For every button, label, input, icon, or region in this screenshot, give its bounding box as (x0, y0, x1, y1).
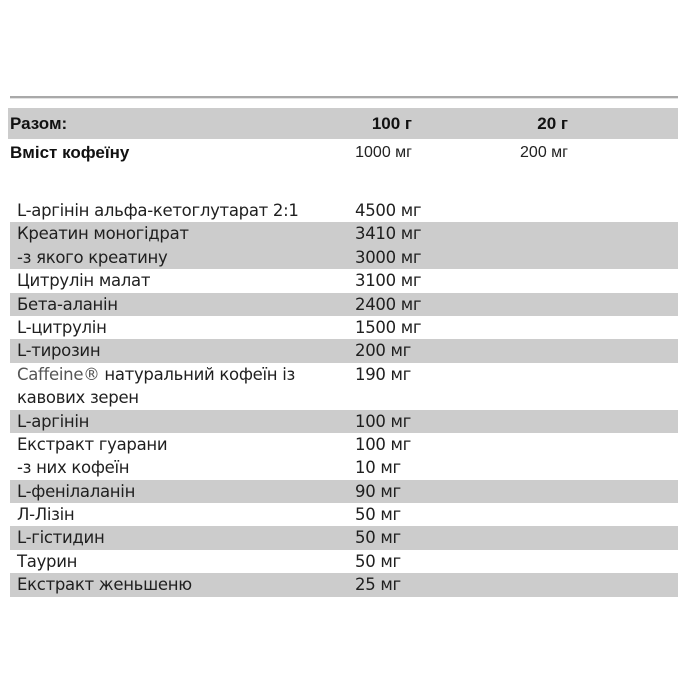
ingredient-line (10, 199, 678, 222)
ingredient-amount: 50 мг (355, 551, 401, 571)
ingredient-line (10, 339, 678, 362)
ingredient-row (10, 410, 678, 433)
ingredient-line (10, 246, 678, 269)
ingredient-name: Цитрулін малат (17, 271, 151, 291)
ingredient-amount: 2400 мг (355, 294, 422, 314)
ingredient-line (10, 222, 678, 245)
ingredient-amount: 1500 мг (355, 317, 422, 337)
ingredient-row (10, 269, 678, 292)
ingredient-row (10, 550, 678, 573)
ingredient-line (10, 503, 678, 526)
ingredient-amount: 50 мг (355, 505, 401, 525)
ingredient-name: L-гістидин (17, 528, 105, 548)
ingredient-name: кавових зерен (17, 388, 139, 408)
ingredient-row (10, 293, 678, 316)
caffeine-content-row (8, 139, 678, 166)
ingredient-row (10, 222, 678, 269)
ingredient-name: Екстракт гуарани (17, 434, 168, 454)
ingredient-row (10, 433, 678, 480)
ingredient-name: L-аргінін альфа-кетоглутарат 2:1 (17, 201, 299, 220)
serving-size-20g: 20 г (537, 114, 568, 133)
ingredient-brand: Caffeine® (17, 364, 100, 384)
ingredient-line (10, 269, 678, 292)
summary-header-row (8, 108, 678, 139)
ingredient-row (10, 526, 678, 549)
ingredient-name (17, 363, 295, 386)
caffeine-content-label: Вміст кофеїну (10, 143, 130, 162)
caffeine-per-20g: 200 мг (520, 144, 568, 161)
ingredient-amount: 90 мг (355, 481, 401, 501)
ingredient-name: Л-Лізін (17, 505, 75, 525)
ingredient-row (10, 503, 678, 526)
ingredient-amount: 3410 мг (355, 224, 422, 244)
ingredient-line (10, 550, 678, 573)
ingredient-amount: 200 мг (355, 341, 412, 361)
total-label: Разом: (10, 114, 68, 133)
ingredient-row (10, 480, 678, 503)
ingredient-name: L-аргінін (17, 411, 90, 431)
ingredient-name: -з них кофеїн (17, 458, 130, 478)
ingredient-amount: 100 мг (355, 434, 412, 454)
ingredient-row (10, 316, 678, 339)
ingredient-line (10, 386, 678, 409)
ingredient-name-text: натуральний кофеїн із (99, 364, 295, 384)
ingredients-table (10, 199, 678, 597)
ingredient-name: -з якого креатину (17, 247, 168, 267)
ingredient-amount: 100 мг (355, 411, 412, 431)
ingredient-line (10, 293, 678, 316)
ingredient-row (10, 573, 678, 596)
ingredient-line (10, 573, 678, 596)
ingredient-name: L-тирозин (17, 341, 101, 361)
ingredient-line (10, 433, 678, 456)
ingredient-row (10, 199, 678, 222)
ingredient-amount: 25 мг (355, 575, 401, 595)
ingredient-line (10, 480, 678, 503)
ingredient-amount: 190 мг (355, 364, 412, 384)
ingredient-name: Екстракт женьшеню (17, 575, 192, 595)
ingredient-line (10, 316, 678, 339)
ingredient-line (10, 456, 678, 479)
serving-summary-table (8, 108, 678, 166)
ingredient-line (10, 410, 678, 433)
ingredient-amount: 10 мг (355, 458, 401, 478)
ingredient-name: Таурин (17, 551, 78, 571)
ingredient-amount: 50 мг (355, 528, 401, 548)
serving-size-100g: 100 г (371, 114, 412, 133)
ingredient-line (10, 526, 678, 549)
top-divider (10, 96, 678, 99)
ingredient-row (10, 363, 678, 410)
caffeine-per-100g: 1000 мг (355, 144, 412, 161)
ingredient-name: Бета-аланін (17, 294, 118, 314)
ingredient-amount: 3100 мг (355, 271, 422, 291)
ingredient-name: Креатин моногідрат (17, 224, 189, 244)
ingredient-name: L-фенілаланін (17, 481, 136, 501)
ingredient-name: L-цитрулін (17, 317, 107, 337)
ingredient-line (10, 363, 678, 386)
ingredient-amount: 3000 мг (355, 247, 422, 267)
ingredient-row (10, 339, 678, 362)
ingredient-amount: 4500 мг (355, 201, 422, 220)
